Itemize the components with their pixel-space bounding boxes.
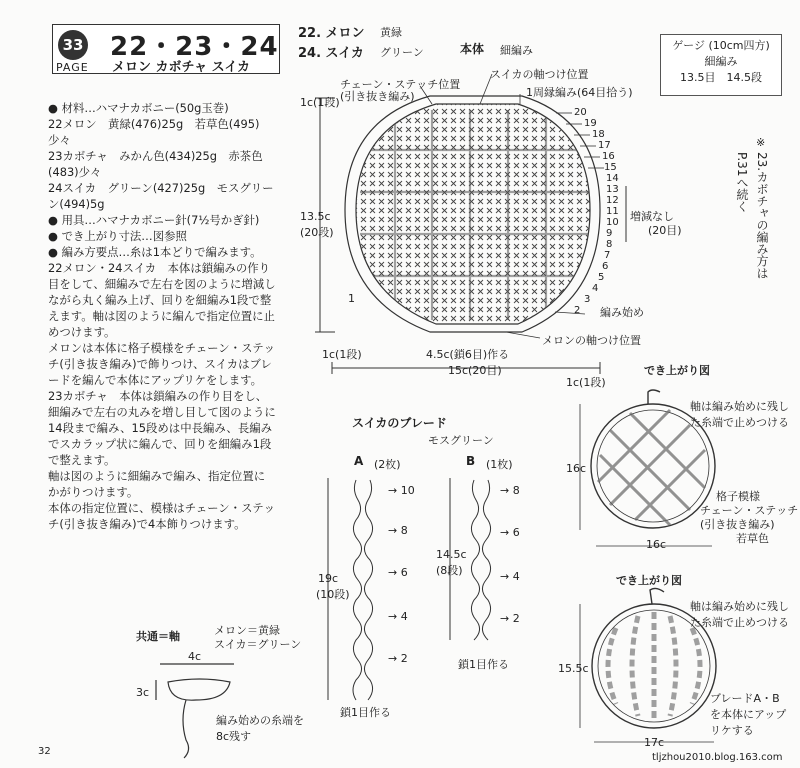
axis-title: 共通＝軸 xyxy=(136,630,180,643)
row-number: 7 xyxy=(604,250,611,261)
row-number: 12 xyxy=(606,195,619,206)
body-title: 本体 xyxy=(460,42,485,56)
instructions-p1: 22メロン・24スイカ 本体は鎖編みの作り目をして、細編みで左右を図のように増減しながら丸く編み上げ、回りを細編み1段で整えます。軸は図のように編んで指定位置に止めつけます。 xyxy=(48,261,276,339)
braid-a-chain xyxy=(353,480,362,700)
suika-width: 17c xyxy=(644,736,665,749)
row-number: 10 xyxy=(606,217,619,228)
suika-braid-note: ブレードA・Bを本体にアップリケする xyxy=(710,692,787,737)
width-label: 15c(20目) xyxy=(448,364,502,377)
color-22: 黄緑 xyxy=(380,26,402,39)
suika-done-note: 軸は編み始めに残した糸端で止めつける xyxy=(690,600,789,629)
braid-a-row: → 10 xyxy=(388,484,415,497)
melon-height: 16c xyxy=(566,462,587,475)
row-number: 16 xyxy=(602,151,615,162)
braid-b-row: → 4 xyxy=(500,570,520,583)
color-24: グリーン xyxy=(380,46,424,59)
row-number: 18 xyxy=(592,129,605,140)
label-24: 24. スイカ xyxy=(298,46,364,61)
row-1-label: 1 xyxy=(348,292,355,305)
braid-a-rows: (10段) xyxy=(316,588,350,601)
pattern-number-badge: 33 xyxy=(58,30,88,60)
key-points: ● 編み方要点…糸は1本どりで編みます。 xyxy=(48,245,262,259)
row-number: 14 xyxy=(606,173,619,184)
instructions-p2: メロンは本体に格子模様をチェーン・ステッチ(引き抜き編み)で飾りつけ、スイカはブレードを編んで本体にアップリケをします。 xyxy=(48,341,276,387)
braid-a-row: → 6 xyxy=(388,566,408,579)
axis-piece xyxy=(168,679,230,700)
braid-a-size: 19c xyxy=(318,572,339,585)
suika-axis-pos-label: スイカの軸つけ位置 xyxy=(490,68,589,81)
row-number: 4 xyxy=(592,283,599,294)
braid-b-size: 14.5c xyxy=(436,548,467,561)
braid-b-row: → 8 xyxy=(500,484,520,497)
braid-b-row: → 6 xyxy=(500,526,520,539)
page-number: 32 xyxy=(38,746,51,757)
chain-stitch-pos-label: チェーン・ステッチ位置 xyxy=(340,78,461,91)
start-label: 編み始め xyxy=(600,306,644,319)
braid-b-label: B xyxy=(466,454,476,468)
gauge-stitch: 細編み xyxy=(704,55,738,68)
row-number: 20 xyxy=(574,107,587,118)
melon-chain2: (引き抜き編み) xyxy=(700,518,775,531)
suika-height: 15.5c xyxy=(558,662,589,675)
braid-yarn: モスグリーン xyxy=(428,434,494,447)
axis-suika: スイカ＝グリーン xyxy=(214,638,302,651)
axis-note: 編み始めの糸端を8c残す xyxy=(216,714,304,743)
row-number: 3 xyxy=(584,294,591,305)
page-label: PAGE xyxy=(56,61,89,74)
braid-a-row: → 4 xyxy=(388,610,408,623)
axis-height: 3c xyxy=(136,686,150,699)
suika-stem xyxy=(650,588,664,604)
row-number: 6 xyxy=(602,261,609,272)
note-line2: 23.カボチャの編み方は xyxy=(755,152,769,280)
braid-b-start: 鎖1目作る xyxy=(458,658,509,671)
materials-22: 22メロン 黄緑(476)25g 若草色(495)少々 xyxy=(48,117,260,147)
melon-lattice: 格子模様 xyxy=(716,490,760,503)
melon-axis-label: メロンの軸つけ位置 xyxy=(542,334,641,347)
stitch-grid xyxy=(350,98,600,330)
braid-a-row: → 2 xyxy=(388,652,408,665)
instructions-p4: 軸は図のように細編みで編み、指定位置にかがりつけます。 xyxy=(48,469,266,499)
braid-a-start: 鎖1目作る xyxy=(340,706,391,719)
axis-melon: メロン＝黄緑 xyxy=(214,624,280,637)
label-22: 22. メロン xyxy=(298,26,365,41)
chain-stitch-pos-label2: (引き抜き編み) xyxy=(340,90,415,103)
melon-color: 若草色 xyxy=(736,532,769,545)
materials-24: 24スイカ グリーン(427)25g モスグリーン(494)5g xyxy=(48,181,274,211)
note-line1: P.31へ続く xyxy=(735,152,749,213)
melon-done-note: 軸は編み始めに残した糸端で止めつける xyxy=(690,400,789,429)
foundation-label: 4.5c(鎖6目)作る xyxy=(426,348,510,361)
bottom-1c-label: 1c(1段) xyxy=(322,348,362,361)
body-stitch: 細編み xyxy=(500,44,533,57)
note-mark: ※ xyxy=(756,136,766,149)
row-number: 9 xyxy=(606,228,613,239)
top-1c-label: 1c(1段) xyxy=(300,96,340,109)
braid-title: スイカのブレード xyxy=(352,416,447,430)
braid-b-chain xyxy=(471,480,479,640)
braid-a-row: → 8 xyxy=(388,524,408,537)
pattern-numbers: 22・23・24 xyxy=(110,32,279,62)
materials-heading: ● 材料…ハマナカボニー(50g玉巻) xyxy=(48,101,229,115)
right-1c-label: 1c(1段) xyxy=(566,376,606,389)
braid-b-rows: (8段) xyxy=(436,564,463,577)
finished-size: ● でき上がり寸法…図参照 xyxy=(48,229,187,243)
row-number: 13 xyxy=(606,184,619,195)
row-number: 5 xyxy=(598,272,605,283)
braid-b-count: (1枚) xyxy=(486,458,513,471)
melon-done-title: でき上がり図 xyxy=(644,364,710,377)
melon-chain: チェーン・ステッチ xyxy=(700,504,799,517)
height-label: 13.5c xyxy=(300,210,331,223)
height-rows-label: (20段) xyxy=(300,226,334,239)
row-number: 11 xyxy=(606,206,619,217)
gauge-title: ゲージ (10cm四方) xyxy=(672,39,770,52)
edging-label: 1周縁編み(64目拾う) xyxy=(526,86,633,99)
axis-width: 4c xyxy=(188,650,202,663)
no-change-rows: (20目) xyxy=(648,224,682,237)
melon-width: 16c xyxy=(646,538,667,551)
materials-23: 23カボチャ みかん色(434)25g 赤茶色(483)少々 xyxy=(48,149,263,179)
tools: ● 用具…ハマナカボニー針(7½号かぎ針) xyxy=(48,213,260,227)
gauge-value: 13.5目 14.5段 xyxy=(680,71,762,84)
instructions-p5: 本体の指定位置に、模様はチェーン・ステッチ(引き抜き編み)で4本飾りつけます。 xyxy=(48,501,276,531)
braid-a-label: A xyxy=(354,454,364,468)
melon-stem xyxy=(648,390,660,404)
credit: tljzhou2010.blog.163.com xyxy=(652,752,783,763)
row-number: 15 xyxy=(604,162,617,173)
row-number: 17 xyxy=(598,140,611,151)
suika-done-title: でき上がり図 xyxy=(616,574,682,587)
instructions-p3: 23カボチャ 本体は鎖編みの作り目をし、細編みで左右の丸みを増し目して図のように14段まで編み、15段めは中長編み、長編みでスカラップ状に編んで、回りを細編み1段で整えます。 xyxy=(48,389,276,467)
row-number: 8 xyxy=(606,239,613,250)
row-number: 19 xyxy=(584,118,597,129)
pattern-names: メロン カボチャ スイカ xyxy=(112,60,251,75)
braid-a-count: (2枚) xyxy=(374,458,401,471)
braid-b-row: → 2 xyxy=(500,612,520,625)
row-number: 2 xyxy=(574,305,581,316)
no-change-label: 増減なし xyxy=(630,210,674,223)
